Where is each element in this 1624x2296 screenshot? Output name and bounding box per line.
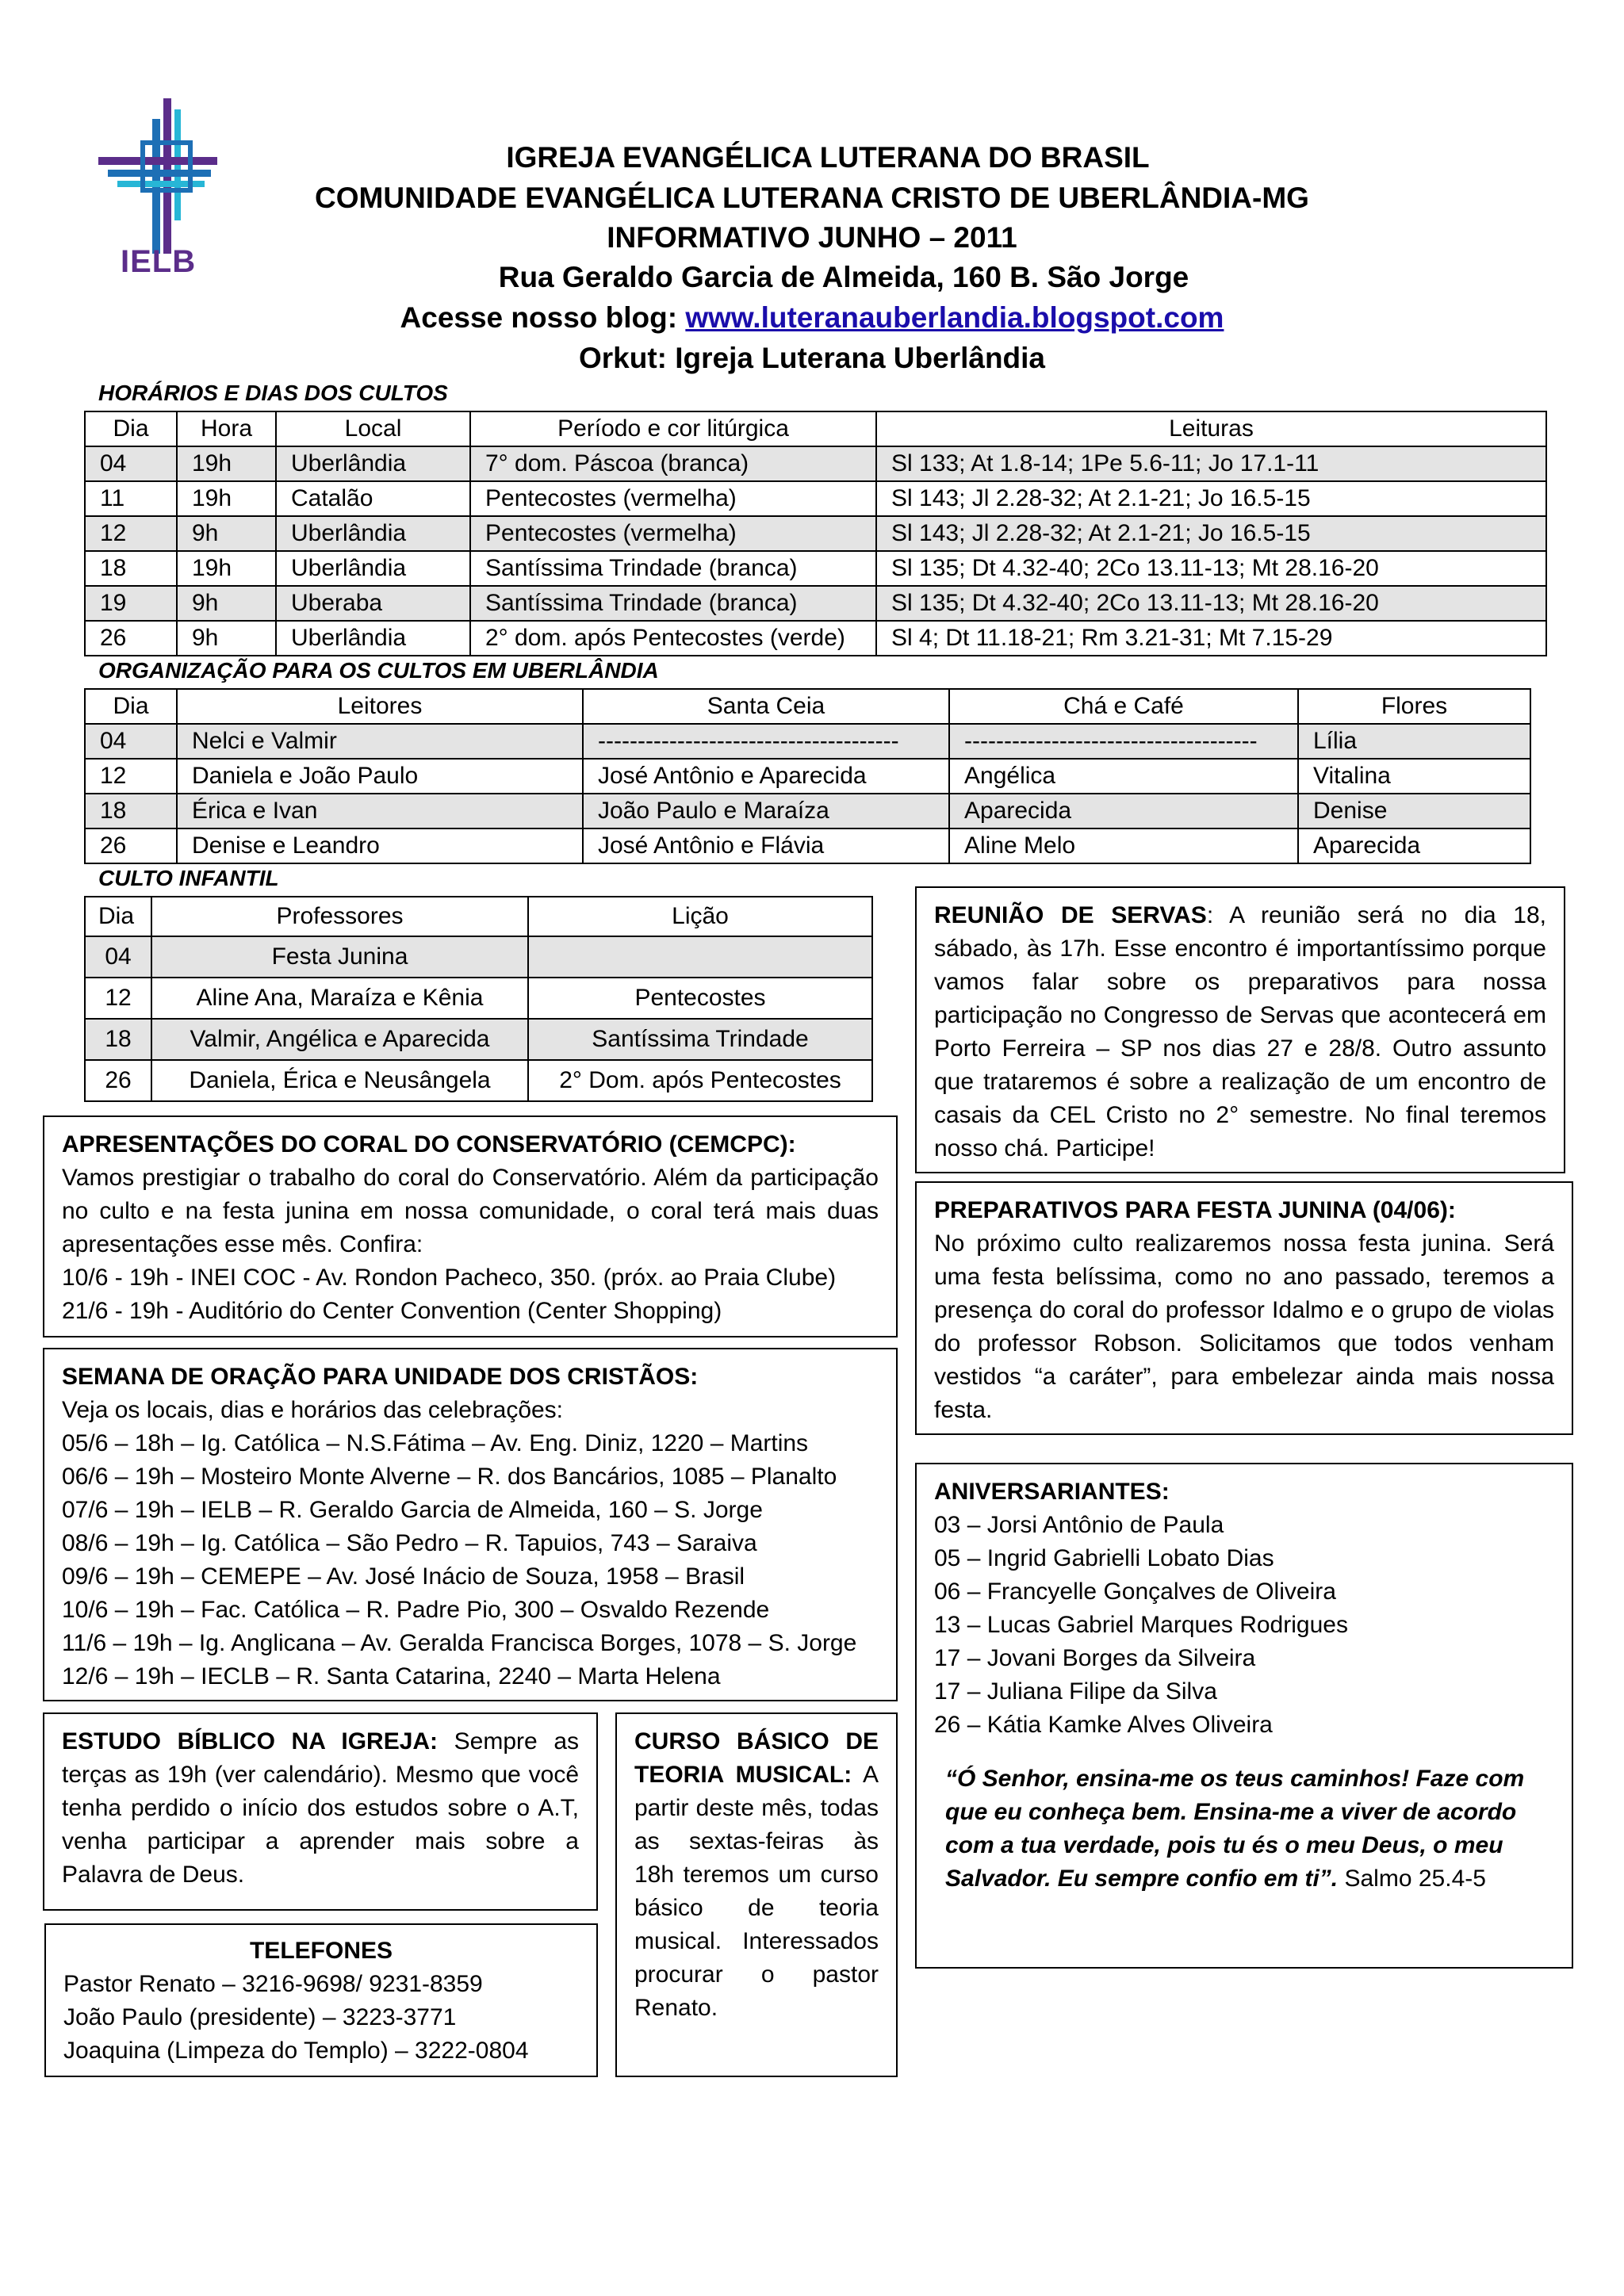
telefones-title: TELEFONES [249,1938,393,1964]
table-row [85,551,1546,586]
cell: Santíssima Trindade (branca) [470,586,876,621]
verse-ref: Salmo 25.4-5 [1338,1866,1486,1892]
cell: Uberaba [276,586,470,621]
cultos-title: HORÁRIOS E DIAS DOS CULTOS [98,381,448,405]
cell: 11 [85,481,177,516]
blog-link[interactable]: www.luteranauberlandia.blogspot.com [685,301,1224,334]
cell: 18 [85,794,177,828]
th-professores: Professores [151,897,528,936]
header-orkut: Orkut: Igreja Luterana Uberlândia [578,342,1046,374]
cell: 19h [177,481,276,516]
cell: Aparecida [949,794,1298,828]
semana-item: 11/6 – 19h – Ig. Anglicana – Av. Geralda Francisca Borges, 1078 – S. Jorge [62,1630,857,1656]
organizacao-table [84,688,1531,864]
semana-item: 06/6 – 19h – Mosteiro Monte Alverne – R. dos Bancários, 1085 – Planalto [62,1464,837,1490]
cell: Pentecostes [528,978,872,1019]
cell: 18 [85,551,177,586]
th-dia: Dia [85,689,177,724]
aniversariante-item: 05 – Ingrid Gabrielli Lobato Dias [934,1545,1274,1571]
semana-item: 08/6 – 19h – Ig. Católica – São Pedro – R. Tapuios, 743 – Saraiva [62,1530,757,1556]
cell: Vitalina [1298,759,1530,794]
semana-item: 07/6 – 19h – IELB – R. Geraldo Garcia de Almeida, 160 – S. Jorge [62,1497,763,1523]
cell: 18 [85,1019,151,1060]
coral-title: APRESENTAÇÕES DO CORAL DO CONSERVATÓRIO (CEMCPC): [62,1131,796,1158]
cell: Santíssima Trindade (branca) [470,551,876,586]
cell: Pentecostes (vermelha) [470,516,876,551]
cultos-header-row [85,411,1546,446]
estudo-biblico-box [43,1712,598,1911]
estudo-text: Sempre as terças as 19h (ver calendário). Mesmo que você tenha perdido o início dos estudos sobre o A.T, venha participar a aprender mais sobre a Palavra de Deus. [62,1728,579,1888]
curso-musical-box [615,1712,898,2077]
table-row [85,481,1546,516]
telefones-box [44,1923,598,2077]
cell: Daniela, Érica e Neusângela [151,1060,528,1101]
th-hora: Hora [177,411,276,446]
aniversariante-item: 26 – Kátia Kamke Alves Oliveira [934,1712,1273,1738]
cell: 26 [85,621,177,656]
cell: Denise e Leandro [177,828,583,863]
estudo-title: ESTUDO BÍBLICO NA IGREJA: [62,1728,439,1755]
verse-text: “Ó Senhor, ensina-me os teus caminhos! Faze com que eu conheça bem. Ensina-me a viver de acordo com a tua verdade, pois tu és o meu Deus, o meu Salvador. Eu sempre confio em ti”. [945,1766,1525,1892]
table-row [85,936,872,978]
cell: Nelci e Valmir [177,724,583,759]
aniversariantes-title: ANIVERSARIANTES: [934,1479,1170,1505]
cell: 9h [177,586,276,621]
aniversariante-item: 17 – Juliana Filipe da Silva [934,1678,1217,1705]
cell: 9h [177,621,276,656]
cell: Sl 143; Jl 2.28-32; At 2.1-21; Jo 16.5-15 [876,481,1546,516]
table-row [85,724,1530,759]
th-periodo: Período e cor litúrgica [470,411,876,446]
coral-text: Vamos prestigiar o trabalho do coral do Conservatório. Além da participação no culto e na festa junina em nossa comunidade, o coral terá mais duas apresentações esse mês. Confira: [62,1165,879,1257]
curso-text: A partir deste mês, todas as sextas-feiras às 18h teremos um curso básico de teoria musical. Interessados procurar o pastor Renato. [634,1762,879,2021]
logo-text: IELB [121,244,197,279]
festa-text: No próximo culto realizaremos nossa festa junina. Será uma festa belíssima, como no ano passado, teremos a presença do coral do professor Idalmo e o grupo de violas do professor Robson. Solicitamos que todos venham vestidos “a caráter”, para embelezar ainda mais nossa festa. [934,1230,1554,1423]
coral-box [43,1115,898,1337]
telefone-item: João Paulo (presidente) – 3223-3771 [63,2004,457,2030]
cell: Valmir, Angélica e Aparecida [151,1019,528,1060]
semana-intro: Veja os locais, dias e horários das celebrações: [62,1397,564,1423]
telefone-item: Pastor Renato – 3216-9698/ 9231-8359 [63,1971,483,1997]
verse [934,1762,1554,1896]
cell: José Antônio e Flávia [583,828,949,863]
aniversariantes-box [915,1463,1573,1969]
curso-title: CURSO BÁSICO DE TEORIA MUSICAL: [634,1728,879,1788]
aniversariante-item: 13 – Lucas Gabriel Marques Rodrigues [934,1612,1348,1638]
cell: 04 [85,446,177,481]
cell: Érica e Ivan [177,794,583,828]
reuniao-title: REUNIÃO DE SERVAS [934,902,1207,928]
table-row [85,586,1546,621]
cell: Sl 135; Dt 4.32-40; 2Co 13.11-13; Mt 28.16-20 [876,551,1546,586]
cell: Lília [1298,724,1530,759]
cell: ------------------------------------- [949,724,1298,759]
cell: Pentecostes (vermelha) [470,481,876,516]
table-row [85,446,1546,481]
blog-label: Acesse nosso blog: [400,301,686,334]
reuniao-servas-box [915,886,1565,1173]
cell: 7° dom. Páscoa (branca) [470,446,876,481]
aniversariante-item: 17 – Jovani Borges da Silveira [934,1645,1256,1671]
coral-item: 21/6 - 19h - Auditório do Center Convention (Center Shopping) [62,1298,722,1324]
cell: 9h [177,516,276,551]
cell: 26 [85,1060,151,1101]
cell: Angélica [949,759,1298,794]
header-line2: COMUNIDADE EVANGÉLICA LUTERANA CRISTO DE UBERLÂNDIA-MG [315,182,1309,214]
table-row [85,759,1530,794]
header-line4: Rua Geraldo Garcia de Almeida, 160 B. São Jorge [498,261,1189,293]
cell: Uberlândia [276,551,470,586]
cell: João Paulo e Maraíza [583,794,949,828]
cell: 12 [85,516,177,551]
reuniao-text: : A reunião será no dia 18, sábado, às 17h. Esse encontro é importantíssimo porque vamos falar sobre os preparativos para nossa participação no Congresso de Servas que acontecerá em Porto Ferreira – SP nos dias 27 e 28/8. Outro assunto que trataremos é sobre a realização de um encontro de casais da CEL Cristo no 2° semestre. No final teremos nosso chá. Participe! [934,902,1546,1161]
cell: Daniela e João Paulo [177,759,583,794]
semana-item: 10/6 – 19h – Fac. Católica – R. Padre Pio, 300 – Osvaldo Rezende [62,1597,770,1623]
th-licao: Lição [528,897,872,936]
cell: Uberlândia [276,446,470,481]
th-dia: Dia [85,897,151,936]
infantil-title: CULTO INFANTIL [98,866,279,890]
infantil-table [84,896,873,1102]
cell: Uberlândia [276,621,470,656]
cell: 2° dom. após Pentecostes (verde) [470,621,876,656]
cell: José Antônio e Aparecida [583,759,949,794]
semana-item: 12/6 – 19h – IECLB – R. Santa Catarina, 2240 – Marta Helena [62,1663,721,1689]
cell: Aline Melo [949,828,1298,863]
semana-item: 05/6 – 18h – Ig. Católica – N.S.Fátima – Av. Eng. Diniz, 1220 – Martins [62,1430,809,1456]
semana-oracao-box [43,1348,898,1701]
cell: 19h [177,446,276,481]
cell: Sl 135; Dt 4.32-40; 2Co 13.11-13; Mt 28.16-20 [876,586,1546,621]
organizacao-header-row [85,689,1530,724]
header-blog [0,298,1624,338]
telefone-item: Joaquina (Limpeza do Templo) – 3222-0804 [63,2038,529,2064]
infantil-header-row [85,897,872,936]
semana-item: 09/6 – 19h – CEMEPE – Av. José Inácio de Souza, 1958 – Brasil [62,1563,745,1590]
th-cha-cafe: Chá e Café [949,689,1298,724]
cell: -------------------------------------- [583,724,949,759]
cell: 19h [177,551,276,586]
th-leitores: Leitores [177,689,583,724]
semana-title: SEMANA DE ORAÇÃO PARA UNIDADE DOS CRISTÃOS: [62,1364,699,1390]
th-local: Local [276,411,470,446]
table-row [85,978,872,1019]
cell: 04 [85,724,177,759]
cell: Sl 4; Dt 11.18-21; Rm 3.21-31; Mt 7.15-29 [876,621,1546,656]
table-row [85,621,1546,656]
header-line3: INFORMATIVO JUNHO – 2011 [607,221,1017,254]
cell [528,936,872,978]
header-line1: IGREJA EVANGÉLICA LUTERANA DO BRASIL [506,141,1150,174]
cell: Festa Junina [151,936,528,978]
cell: Catalão [276,481,470,516]
cell: Uberlândia [276,516,470,551]
coral-item: 10/6 - 19h - INEI COC - Av. Rondon Pacheco, 350. (próx. ao Praia Clube) [62,1265,837,1291]
cell: Santíssima Trindade [528,1019,872,1060]
cell: Sl 133; At 1.8-14; 1Pe 5.6-11; Jo 17.1-11 [876,446,1546,481]
th-santa-ceia: Santa Ceia [583,689,949,724]
festa-junina-box [915,1181,1573,1435]
cell: Denise [1298,794,1530,828]
table-row [85,1019,872,1060]
cell: 19 [85,586,177,621]
cell: 12 [85,978,151,1019]
th-dia: Dia [85,411,177,446]
table-row [85,516,1546,551]
th-leituras: Leituras [876,411,1546,446]
cell: Aline Ana, Maraíza e Kênia [151,978,528,1019]
cultos-table [84,411,1547,656]
table-row [85,828,1530,863]
cell: Sl 143; Jl 2.28-32; At 2.1-21; Jo 16.5-15 [876,516,1546,551]
aniversariante-item: 06 – Francyelle Gonçalves de Oliveira [934,1578,1336,1605]
cell: 2° Dom. após Pentecostes [528,1060,872,1101]
cell: 26 [85,828,177,863]
th-flores: Flores [1298,689,1530,724]
cell: Aparecida [1298,828,1530,863]
table-row [85,794,1530,828]
organizacao-title: ORGANIZAÇÃO PARA OS CULTOS EM UBERLÂNDIA [98,658,659,683]
cell: 12 [85,759,177,794]
aniversariante-item: 03 – Jorsi Antônio de Paula [934,1512,1224,1538]
festa-title: PREPARATIVOS PARA FESTA JUNINA (04/06): [934,1197,1456,1223]
table-row [85,1060,872,1101]
cell: 04 [85,936,151,978]
